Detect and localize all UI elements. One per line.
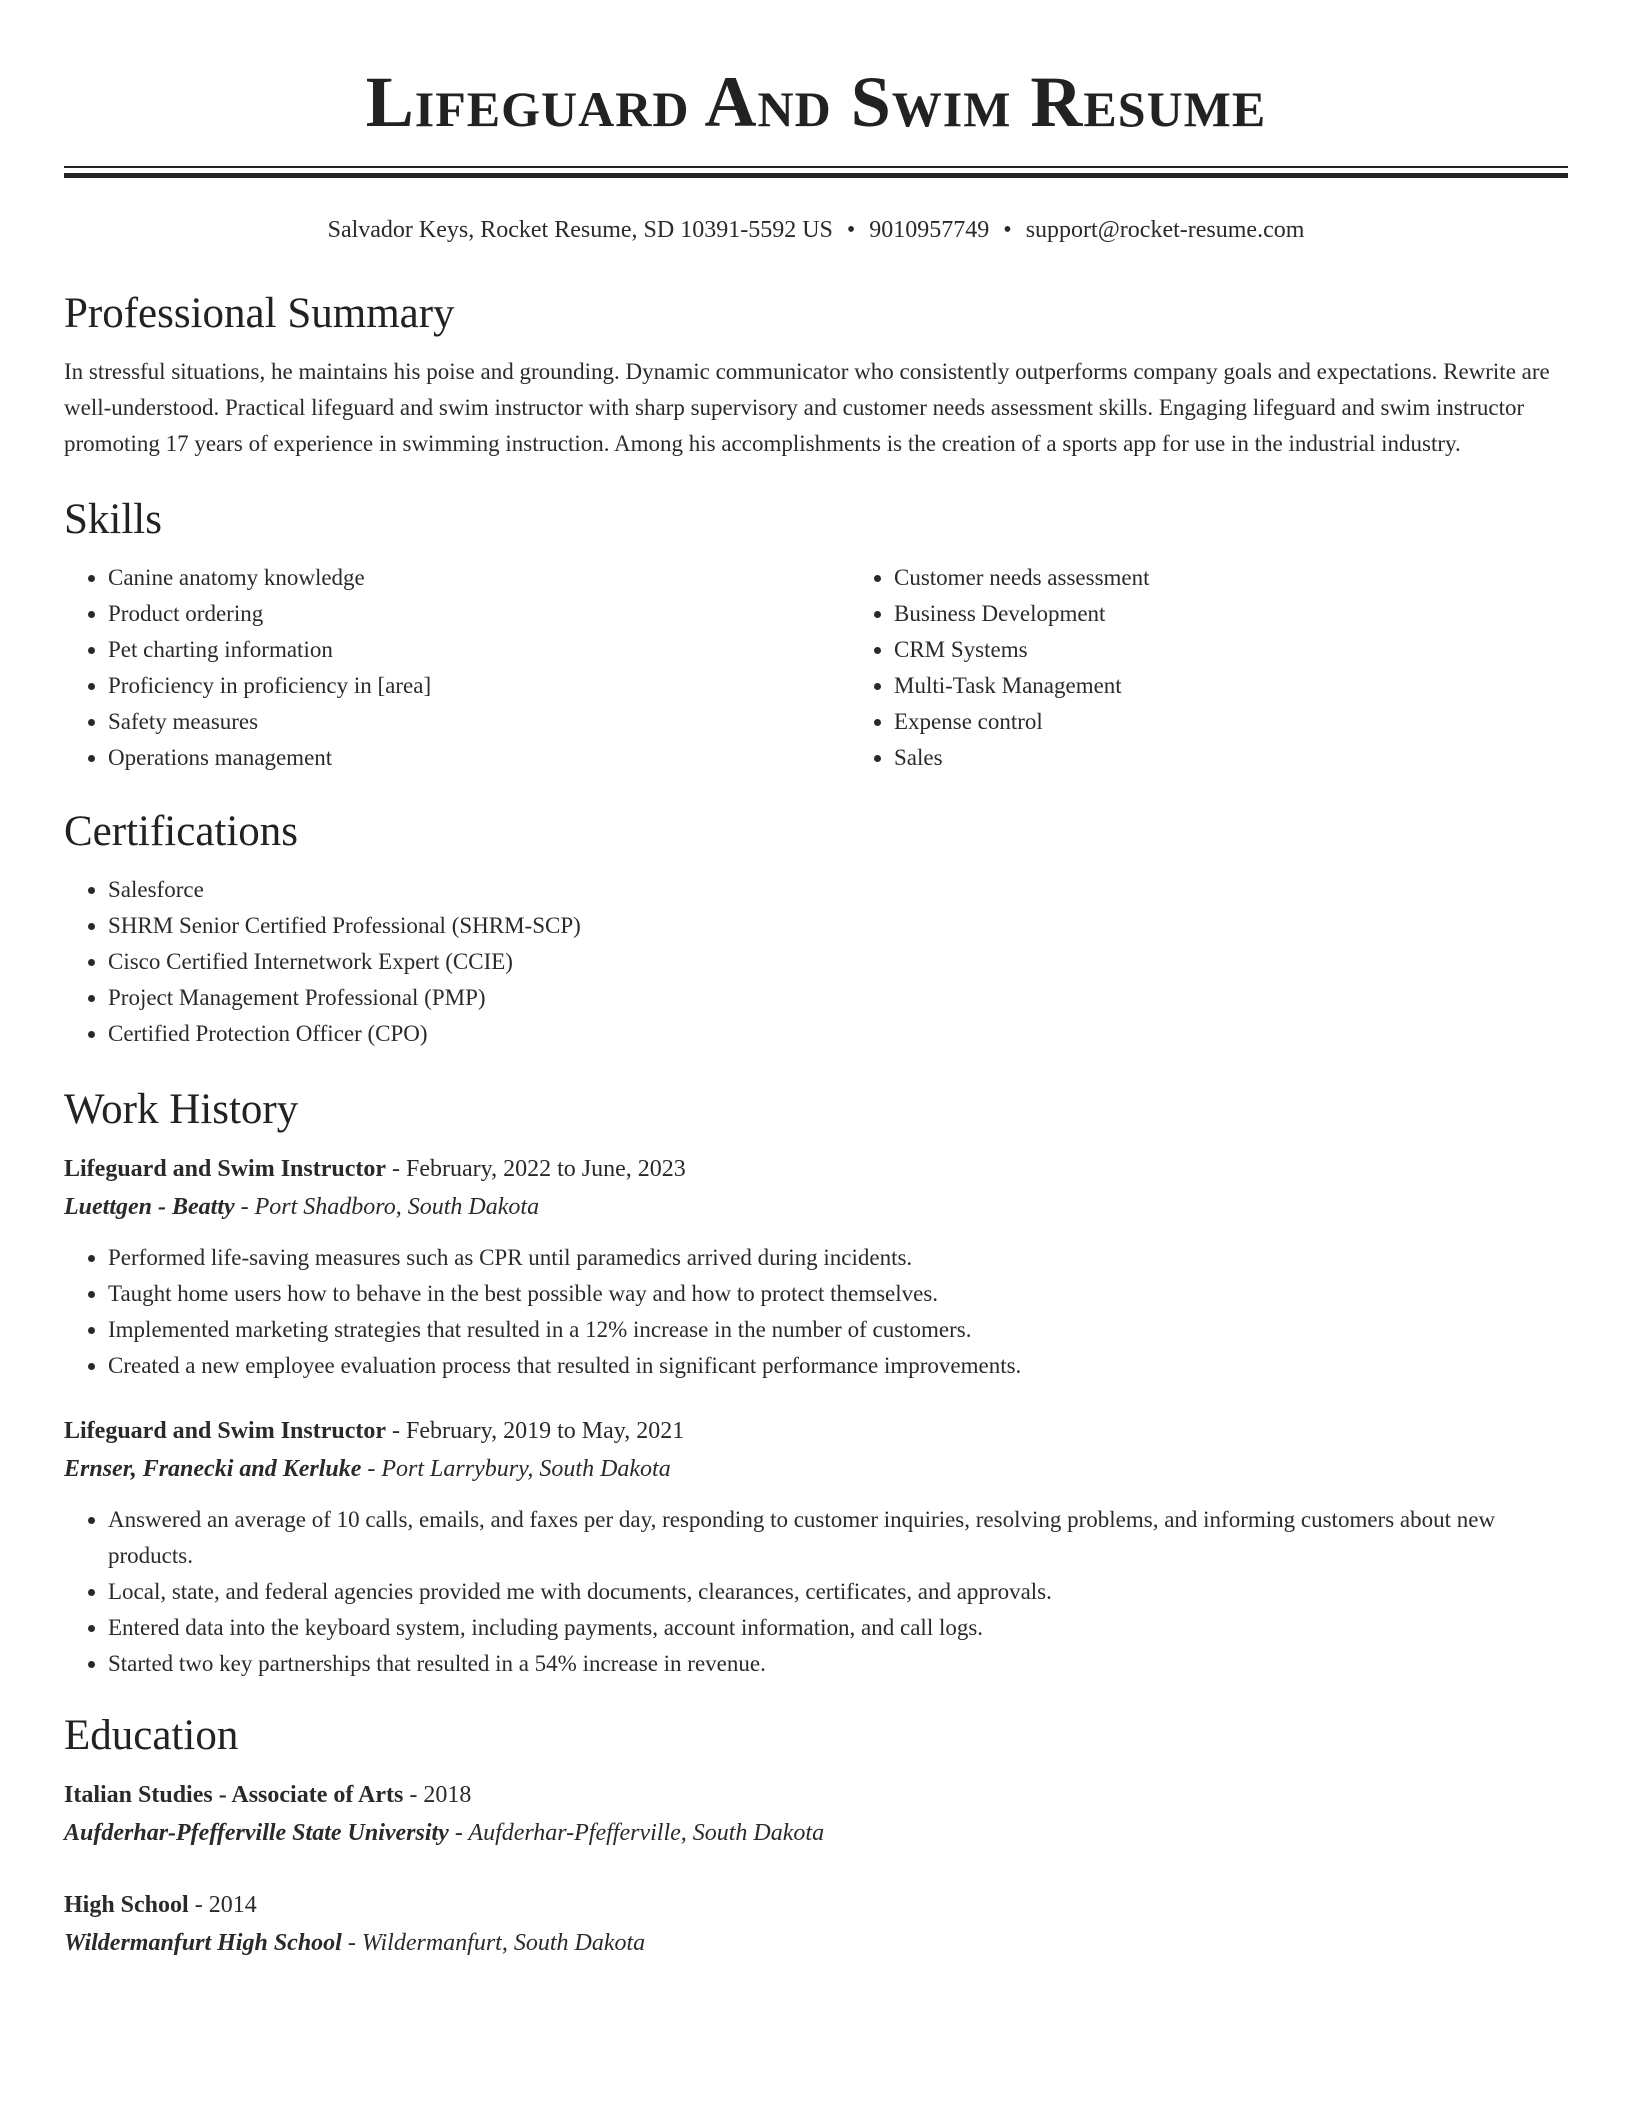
skill-item: • Expense control [894, 704, 1632, 740]
skill-item: • Proficiency in proficiency in [area] [108, 668, 850, 704]
skills-section [64, 492, 1568, 776]
contact-separator: • [846, 217, 856, 243]
education-year: - 2018 [403, 1782, 472, 1808]
education-school: Wildermanfurt High School [64, 1930, 342, 1956]
certification-item: • Project Management Professional (PMP) [108, 980, 1568, 1016]
job-bullet: • Entered data into the keyboard system, including payments, account information, and call logs. [108, 1610, 1568, 1646]
education-entry [64, 1776, 1568, 1852]
title-divider-thin [64, 166, 1568, 168]
job-title: Lifeguard and Swim Instructor [64, 1156, 387, 1182]
education-heading: Education [64, 1712, 239, 1759]
education-entry [64, 1886, 1568, 1962]
skill-item: • CRM Systems [894, 632, 1632, 668]
job-bullet: • Started two key partnerships that resulted in a 54% increase in revenue. [108, 1646, 1568, 1682]
education-degree: High School [64, 1892, 189, 1918]
education-school-line [64, 1814, 1568, 1852]
skill-item: • Pet charting information [108, 632, 850, 668]
job-bullet: • Answered an average of 10 calls, emails, and faxes per day, responding to customer inquiries, resolving problems, and informing customers about new products. [108, 1502, 1568, 1574]
education-degree: Italian Studies - Associate of Arts [64, 1782, 404, 1808]
certification-item: • Salesforce [108, 872, 1568, 908]
job-bullet: • Created a new employee evaluation process that resulted in significant performance improvements. [108, 1348, 1568, 1384]
education-location: - Aufderhar-Pfefferville, South Dakota [448, 1820, 825, 1846]
job-entry [64, 1412, 1568, 1682]
summary-section [64, 286, 1568, 462]
education-degree-line [64, 1776, 1568, 1814]
job-company: Ernser, Franecki and Kerluke [64, 1456, 362, 1482]
job-title-line [64, 1412, 1568, 1450]
certification-item: • Cisco Certified Internetwork Expert (CCIE) [108, 944, 1568, 980]
contact-phone: 9010957749 [869, 217, 990, 243]
skill-item: • Multi-Task Management [894, 668, 1632, 704]
job-bullet: • Taught home users how to behave in the best possible way and how to protect themselves. [108, 1276, 1568, 1312]
certification-item: • Certified Protection Officer (CPO) [108, 1016, 1568, 1052]
job-company: Luettgen - Beatty [64, 1194, 235, 1220]
certifications-section [64, 804, 1568, 1052]
contact-email: support@rocket-resume.com [1025, 217, 1305, 243]
education-location: - Wildermanfurt, South Dakota [341, 1930, 646, 1956]
education-section [64, 1708, 1568, 1962]
skill-item: • Customer needs assessment [894, 560, 1632, 596]
summary-heading: Professional Summary [64, 290, 455, 337]
contact-separator: • [1003, 217, 1012, 243]
certifications-heading: Certifications [64, 808, 299, 855]
skill-item: • Safety measures [108, 704, 850, 740]
education-school: Aufderhar-Pfefferville State University [64, 1820, 449, 1846]
job-location: - Port Shadboro, South Dakota [234, 1194, 540, 1220]
title-divider-thick [64, 173, 1568, 178]
job-entry [64, 1150, 1568, 1384]
job-company-line [64, 1450, 1568, 1488]
job-dates: - February, 2019 to May, 2021 [386, 1418, 685, 1444]
education-school-line [64, 1924, 1568, 1962]
job-bullets [64, 1240, 1568, 1384]
skill-item: • Business Development [894, 596, 1632, 632]
skills-columns [64, 560, 1568, 776]
resume-title: Lifeguard And Swim Resume [365, 62, 1267, 142]
skill-item: • Sales [894, 740, 1632, 776]
work-history-section [64, 1082, 1568, 1682]
contact-line [64, 214, 1568, 246]
education-year: - 2014 [188, 1892, 257, 1918]
summary-text: In stressful situations, he maintains his poise and grounding. Dynamic communicator who consistently outperforms company goals and expectations. Rewrite are well-understood. Practical lifeguard and swim instructor with sharp supervisory and customer needs assessment skills. Engaging lifeguard and swim instructor promoting 17 years of experience in swimming instruction. Among his accomplishments is the creation of a sports app for use in the industrial industry. [64, 359, 1550, 456]
skill-item: • Product ordering [108, 596, 850, 632]
job-title: Lifeguard and Swim Instructor [64, 1418, 387, 1444]
job-dates: - February, 2022 to June, 2023 [386, 1156, 686, 1182]
job-location: - Port Larrybury, South Dakota [361, 1456, 671, 1482]
work-history-heading: Work History [64, 1086, 299, 1133]
job-bullet: • Implemented marketing strategies that resulted in a 12% increase in the number of customers. [108, 1312, 1568, 1348]
skills-list-right [850, 560, 1632, 776]
job-bullets [64, 1502, 1568, 1682]
skills-list-left [64, 560, 850, 776]
job-company-line [64, 1188, 1568, 1226]
contact-address: Salvador Keys, Rocket Resume, SD 10391-5592 US [327, 217, 833, 243]
job-title-line [64, 1150, 1568, 1188]
certification-item: • SHRM Senior Certified Professional (SHRM-SCP) [108, 908, 1568, 944]
certifications-list [64, 872, 1568, 1052]
skill-item: • Operations management [108, 740, 850, 776]
education-degree-line [64, 1886, 1568, 1924]
skill-item: • Canine anatomy knowledge [108, 560, 850, 596]
job-bullet: • Performed life-saving measures such as CPR until paramedics arrived during incidents. [108, 1240, 1568, 1276]
skills-heading: Skills [64, 496, 162, 543]
job-bullet: • Local, state, and federal agencies provided me with documents, clearances, certificates, and approvals. [108, 1574, 1568, 1610]
